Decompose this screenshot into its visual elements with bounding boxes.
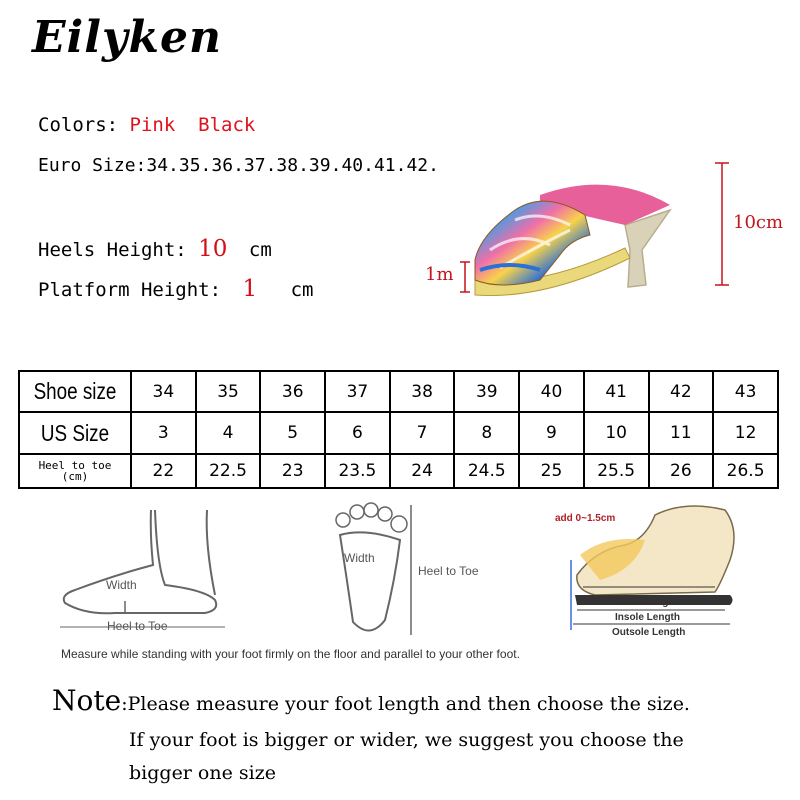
table-cell: 42 [649, 371, 714, 412]
platform-height-unit: cm [290, 279, 314, 301]
table-cell: 39 [454, 371, 519, 412]
table-cell: 8 [454, 412, 519, 453]
note-line-1: :Please measure your foot length and then choose the size. [121, 693, 690, 715]
table-cell: 10 [584, 412, 649, 453]
table-cell: 24 [390, 454, 455, 488]
table-row-heel-to-toe [19, 454, 778, 488]
table-row-us-size [19, 412, 778, 453]
table-cell: 11 [649, 412, 714, 453]
insole-length-label: Insole Length [615, 612, 680, 623]
brand-logo: Eilyken [32, 12, 223, 63]
table-cell: 24.5 [454, 454, 519, 488]
row-header-heel-to-toe-line2: (cm) [61, 469, 89, 483]
colors-value: Pink Black [129, 114, 256, 136]
table-cell: 23 [260, 454, 325, 488]
note-label: Note [52, 684, 122, 717]
table-cell: 35 [196, 371, 261, 412]
outsole-length-label: Outsole Length [612, 627, 686, 638]
table-cell: 25.5 [584, 454, 649, 488]
platform-height-label: Platform Height: [38, 279, 222, 301]
table-cell: 22.5 [196, 454, 261, 488]
note-line-2: If your foot is bigger or wider, we suggest you choose the [129, 729, 684, 751]
platform-height-value: 1 [242, 276, 258, 302]
table-cell: 37 [325, 371, 390, 412]
table-cell: 40 [519, 371, 584, 412]
note-line-3: bigger one size [129, 762, 276, 784]
foot-length-label: Foot Length [620, 597, 678, 608]
side-width-label: Width [106, 578, 137, 592]
platform-dimension-label: 1m [425, 264, 454, 285]
add-length-label: add 0~1.5cm [555, 513, 616, 524]
row-header-heel-to-toe-line1: Heel to toe [38, 458, 112, 472]
table-cell: 38 [390, 371, 455, 412]
table-cell: 34 [131, 371, 196, 412]
colors-line [38, 114, 255, 136]
table-cell: 41 [584, 371, 649, 412]
heel-height-value: 10 [198, 236, 228, 262]
euro-size-line [38, 155, 439, 176]
sole-heel-to-toe-label: Heel to Toe [418, 564, 479, 578]
heel-height-line [38, 236, 272, 262]
colors-label: Colors: [38, 114, 119, 136]
row-header-shoe-size: Shoe size [29, 371, 121, 412]
euro-size-label: Euro Size: [38, 155, 147, 176]
table-row-shoe-size [19, 371, 778, 412]
table-cell: 5 [260, 412, 325, 453]
table-cell: 9 [519, 412, 584, 453]
table-cell: 22 [131, 454, 196, 488]
heel-height-label: Heels Height: [38, 239, 187, 261]
table-cell: 6 [325, 412, 390, 453]
table-cell: 43 [713, 371, 778, 412]
size-chart-table [18, 370, 779, 489]
row-header-us-size: US Size [29, 412, 121, 453]
heel-dimension-label: 10cm [733, 212, 784, 233]
table-cell: 7 [390, 412, 455, 453]
table-cell: 26 [649, 454, 714, 488]
side-heel-to-toe-label: Heel to Toe [107, 619, 168, 633]
table-cell: 3 [131, 412, 196, 453]
table-cell: 4 [196, 412, 261, 453]
table-cell: 12 [713, 412, 778, 453]
sole-width-label: Width [344, 551, 375, 565]
measure-caption: Measure while standing with your foot firmly on the floor and parallel to your other foot. [61, 647, 520, 661]
table-cell: 25 [519, 454, 584, 488]
table-cell: 36 [260, 371, 325, 412]
platform-height-line [38, 276, 313, 302]
heel-height-unit: cm [248, 239, 272, 261]
row-header-heel-to-toe [19, 454, 131, 488]
euro-size-value: 34.35.36.37.38.39.40.41.42. [146, 155, 439, 176]
table-cell: 23.5 [325, 454, 390, 488]
table-cell: 26.5 [713, 454, 778, 488]
note-block [52, 684, 690, 717]
